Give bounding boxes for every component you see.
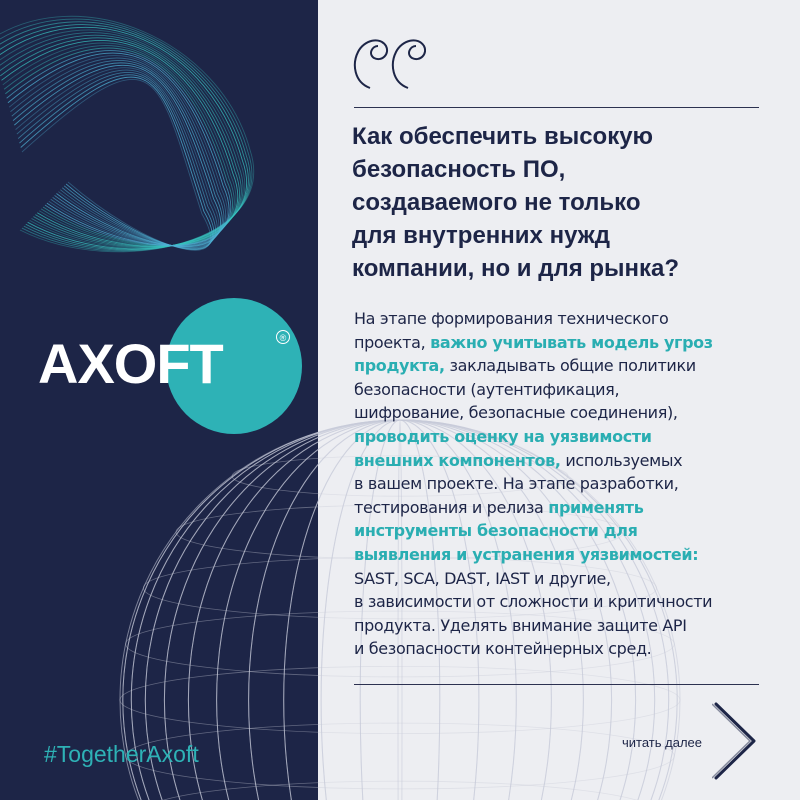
title-line: безопасность ПО, bbox=[352, 156, 566, 183]
registered-mark: ® bbox=[276, 330, 290, 344]
divider-bottom bbox=[354, 684, 759, 685]
body-line bbox=[354, 378, 764, 402]
body-line bbox=[354, 543, 764, 567]
body-line bbox=[354, 401, 764, 425]
body-line bbox=[354, 331, 764, 355]
body-line bbox=[354, 637, 764, 661]
highlight-text: инструменты безопасности для bbox=[354, 521, 638, 541]
body-text: На этапе формирования технического bbox=[354, 309, 669, 328]
post-title bbox=[352, 120, 752, 285]
body-text: продукта. Уделять внимание защите API bbox=[354, 615, 687, 635]
divider-top bbox=[354, 107, 759, 108]
body-text: используемых bbox=[560, 450, 683, 470]
chevron-right-icon[interactable] bbox=[712, 700, 760, 782]
body-line bbox=[354, 496, 764, 520]
body-line bbox=[354, 519, 764, 543]
highlight-text: внешних компонентов, bbox=[354, 450, 561, 470]
body-text: закладывать общие политики bbox=[444, 356, 696, 376]
post-body bbox=[354, 307, 764, 661]
body-line bbox=[354, 590, 764, 614]
read-more-link[interactable]: читать далее bbox=[622, 735, 702, 750]
body-line bbox=[354, 449, 764, 473]
body-text: шифрование, безопасные соединения), bbox=[354, 403, 678, 423]
body-text: проекта, bbox=[354, 332, 431, 352]
body-line bbox=[354, 425, 764, 449]
body-text: безопасности (аутентификация, bbox=[354, 379, 620, 399]
title-line: для внутренних нужд bbox=[352, 222, 610, 249]
body-line bbox=[354, 567, 764, 591]
body-line bbox=[354, 614, 764, 638]
highlight-text: важно учитывать модель угроз bbox=[430, 332, 713, 352]
wave-decoration bbox=[0, 0, 318, 330]
highlight-text: продукта, bbox=[354, 356, 445, 376]
highlight-text: выявления и устранения уязвимостей: bbox=[354, 544, 699, 564]
double-quote-icon bbox=[350, 34, 426, 90]
hashtag: #TogetherAxoft bbox=[44, 741, 199, 767]
body-text: и безопасности контейнерных сред. bbox=[354, 639, 652, 659]
body-line bbox=[354, 354, 764, 378]
highlight-text: проводить оценку на уязвимости bbox=[354, 426, 652, 446]
axoft-logo: AXOFT bbox=[38, 332, 223, 395]
body-text: в вашем проекте. На этапе разработки, bbox=[354, 474, 679, 494]
body-text: в зависимости от сложности и критичности bbox=[354, 592, 713, 612]
title-line: компании, но и для рынка? bbox=[352, 255, 680, 282]
body-text: SAST, SCA, DAST, IAST и другие, bbox=[354, 568, 611, 588]
body-line bbox=[354, 472, 764, 496]
title-line: Как обеспечить высокую bbox=[352, 123, 654, 150]
body-line bbox=[354, 307, 764, 331]
highlight-text: применять bbox=[548, 497, 644, 517]
title-line: создаваемого не только bbox=[352, 189, 641, 216]
body-text: тестирования и релиза bbox=[354, 497, 549, 517]
